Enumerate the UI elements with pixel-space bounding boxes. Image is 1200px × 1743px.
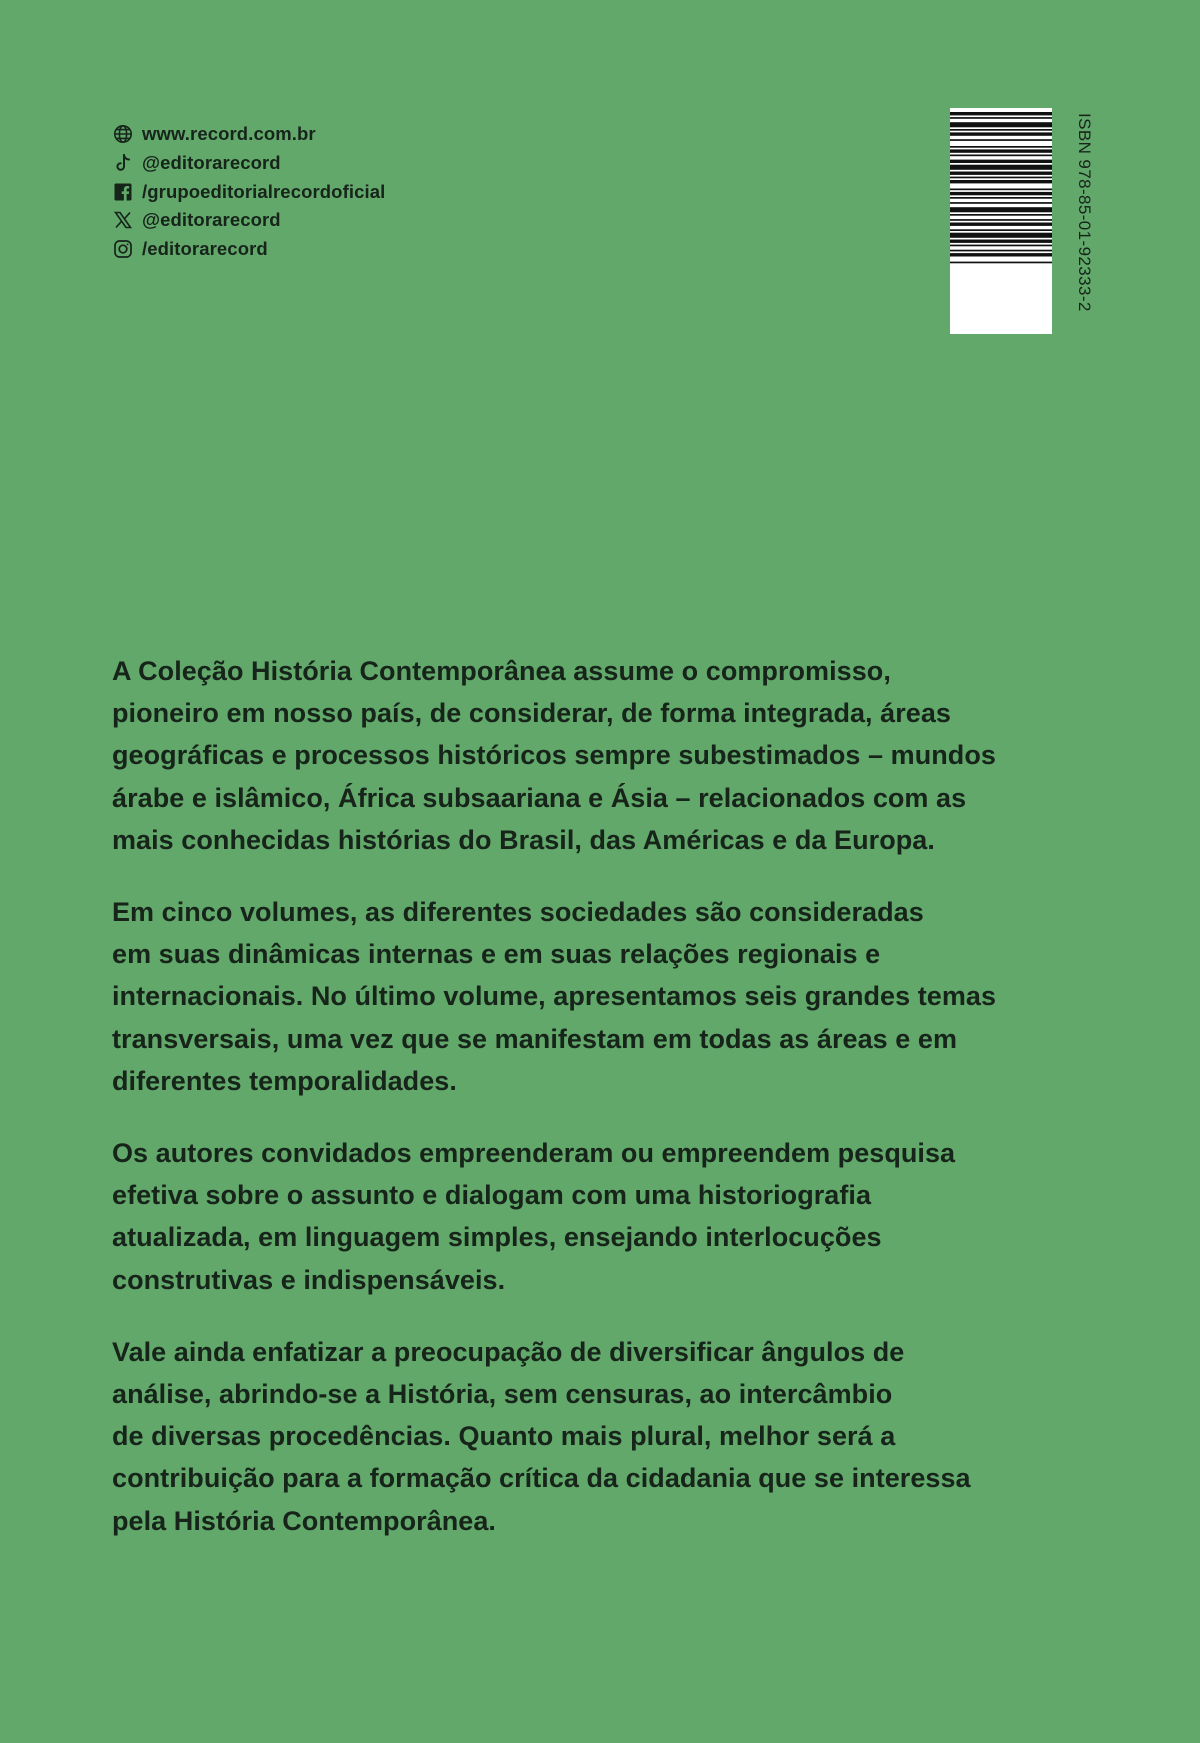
text-line: contribuição para a formação crítica da cidadania que se interessa <box>112 1463 971 1494</box>
contact-instagram[interactable] <box>112 235 385 264</box>
text-line: atualizada, em linguagem simples, ensejando interlocuções <box>112 1222 882 1253</box>
text-line: análise, abrindo-se a História, sem censuras, ao intercâmbio <box>112 1379 893 1410</box>
barcode-bar <box>950 177 1052 179</box>
contact-x-text: @editorarecord <box>142 209 281 231</box>
barcode-bar <box>950 189 1052 191</box>
text-line: árabe e islâmico, África subsaariana e Ásia – relacionados com as <box>112 782 967 813</box>
text-line: pioneiro em nosso país, de considerar, de forma integrada, áreas <box>112 698 951 729</box>
isbn-number: ISBN 978-85-01-92333-2 <box>1075 113 1094 312</box>
barcode-bar <box>950 112 1052 115</box>
text-line: Os autores convidados empreenderam ou empreendem pesquisa <box>112 1138 956 1169</box>
barcode-bar <box>950 202 1052 204</box>
barcode-bar <box>950 149 1052 152</box>
barcode-bar <box>950 245 1052 247</box>
tiktok-icon <box>112 152 134 174</box>
barcode-bar <box>950 155 1052 157</box>
text-line: pela História Contemporânea. <box>112 1505 496 1536</box>
barcode-bar <box>950 214 1052 216</box>
synopsis-paragraph <box>112 891 1072 1102</box>
contact-facebook-text: /grupoeditorialrecordoficial <box>142 180 386 202</box>
barcode-bar <box>950 129 1052 131</box>
contact-list <box>112 120 385 263</box>
text-line: efetiva sobre o assunto e dialogam com uma historiografia <box>112 1180 872 1211</box>
text-line: A Coleção História Contemporânea assume o compromisso, <box>112 656 891 686</box>
synopsis <box>112 650 1072 1572</box>
barcode-bar <box>950 146 1052 148</box>
barcode-bar <box>950 197 1052 199</box>
synopsis-paragraph <box>112 650 1072 861</box>
barcode-bar <box>950 207 1052 212</box>
x-icon <box>112 209 134 231</box>
text-line: transversais, uma vez que se manifestam em todas as áreas e em <box>112 1023 958 1054</box>
barcode-bar <box>950 240 1052 243</box>
contact-instagram-text: /editorarecord <box>142 238 268 260</box>
contact-tiktok-text: @editorarecord <box>142 152 281 174</box>
synopsis-paragraph <box>112 1331 1072 1542</box>
barcode-bar <box>950 223 1052 226</box>
text-line: internacionais. No último volume, apresentamos seis grandes temas <box>112 981 997 1012</box>
barcode-bar <box>950 139 1052 141</box>
instagram-icon <box>112 238 134 260</box>
barcode-bar <box>950 253 1052 256</box>
barcode-bar <box>950 180 1052 183</box>
text-line: Vale ainda enfatizar a preocupação de diversificar ângulos de <box>112 1336 905 1367</box>
text-line: de diversas procedências. Quanto mais plural, melhor será a <box>112 1421 896 1452</box>
barcode-bar <box>950 165 1052 170</box>
barcode-bar <box>950 250 1052 252</box>
contact-x[interactable] <box>112 206 385 235</box>
barcode-bar <box>950 160 1052 163</box>
barcode-bar <box>950 117 1052 119</box>
barcode-bar <box>950 192 1052 195</box>
text-line: geográficas e processos históricos sempre subestimados – mundos <box>112 740 996 771</box>
contact-website[interactable] <box>112 120 385 149</box>
text-line: Em cinco volumes, as diferentes sociedades são consideradas <box>112 897 924 928</box>
globe-icon <box>112 123 134 145</box>
barcode-bar <box>950 233 1052 238</box>
contact-tiktok[interactable] <box>112 149 385 178</box>
barcode-bar <box>950 229 1052 231</box>
contact-website-text: www.record.com.br <box>142 123 316 145</box>
barcode-bar <box>950 172 1052 175</box>
contact-facebook[interactable] <box>112 177 385 206</box>
barcode-bar <box>950 122 1052 127</box>
text-line: diferentes temporalidades. <box>112 1065 457 1096</box>
facebook-icon <box>112 181 134 203</box>
barcode-bar <box>950 262 1052 264</box>
barcode-bar <box>950 132 1052 135</box>
barcode-bar <box>950 219 1052 221</box>
text-line: mais conhecidas histórias do Brasil, das Américas e da Europa. <box>112 824 935 855</box>
synopsis-paragraph <box>112 1132 1072 1301</box>
text-line: em suas dinâmicas internas e em suas relações regionais e <box>112 939 881 970</box>
isbn-barcode <box>950 108 1052 334</box>
text-line: construtivas e indispensáveis. <box>112 1264 506 1295</box>
